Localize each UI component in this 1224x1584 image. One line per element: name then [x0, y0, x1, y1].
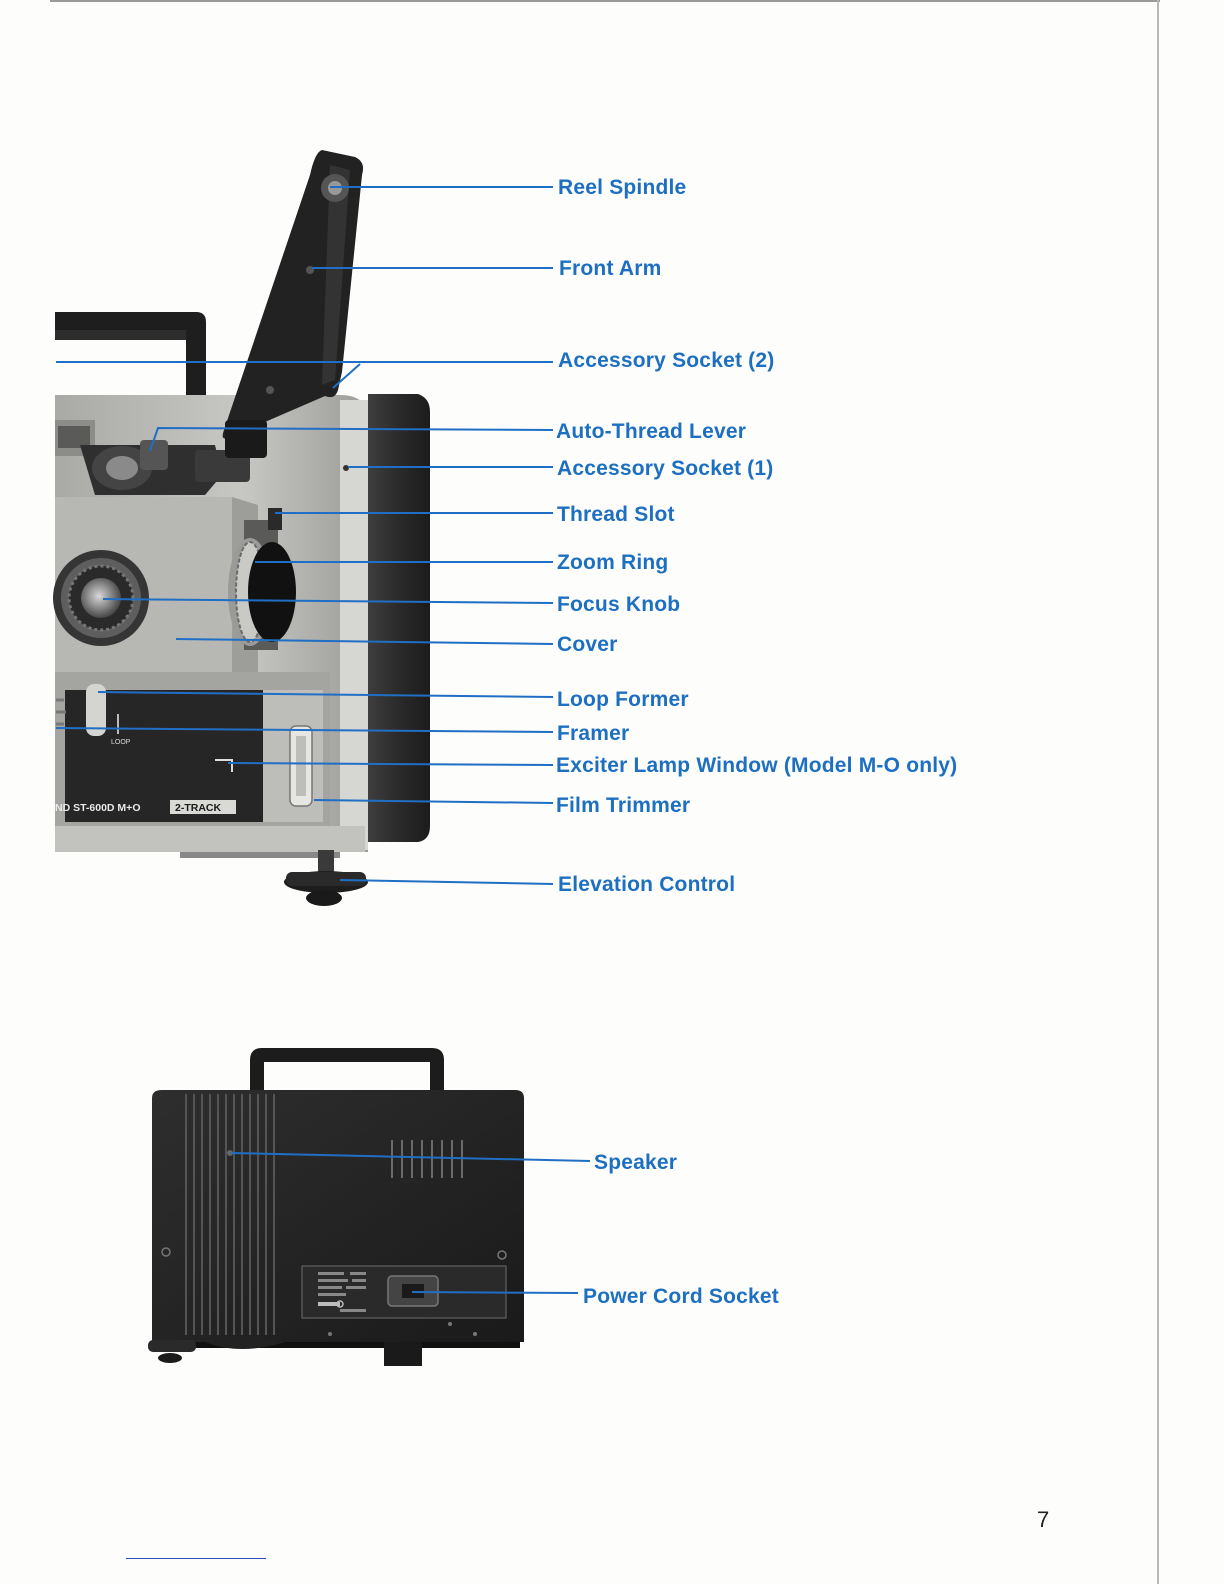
power-cord-socket — [388, 1276, 438, 1306]
rear-handle — [250, 1048, 444, 1093]
film-trimmer — [290, 726, 312, 806]
label-zoom-ring: Zoom Ring — [557, 551, 669, 574]
page-number: 7 — [1037, 1507, 1050, 1532]
label-cover: Cover — [557, 633, 618, 656]
label-elevation-control: Elevation Control — [558, 873, 736, 896]
label-film-trimmer: Film Trimmer — [556, 794, 691, 817]
label-accessory-socket-2: Accessory Socket (2) — [558, 349, 775, 372]
footer-rule — [126, 1558, 266, 1559]
carry-handle — [55, 312, 206, 395]
label-auto-thread-lever: Auto-Thread Lever — [556, 420, 747, 443]
label-speaker: Speaker — [594, 1151, 678, 1174]
label-accessory-socket-1: Accessory Socket (1) — [557, 457, 774, 480]
track-badge: 2-TRACK — [175, 802, 222, 814]
label-reel-spindle: Reel Spindle — [558, 176, 687, 199]
label-focus-knob: Focus Knob — [557, 593, 681, 616]
label-power-cord-socket: Power Cord Socket — [583, 1285, 779, 1308]
label-front-arm: Front Arm — [559, 257, 662, 280]
rear-elevation-foot — [148, 1340, 196, 1363]
label-exciter-lamp-window: Exciter Lamp Window (Model M-O only) — [556, 754, 958, 777]
label-thread-slot: Thread Slot — [557, 503, 675, 526]
elevation-control — [284, 850, 368, 906]
label-framer: Framer — [557, 722, 630, 745]
loop-text: LOOP — [111, 739, 131, 746]
focus-knob — [53, 550, 149, 646]
side-panel — [368, 394, 430, 842]
projector-front-view — [53, 150, 430, 906]
model-badge: ND ST-600D M+O — [55, 802, 141, 814]
label-loop-former: Loop Former — [557, 688, 689, 711]
projector-rear-view — [148, 1048, 524, 1366]
